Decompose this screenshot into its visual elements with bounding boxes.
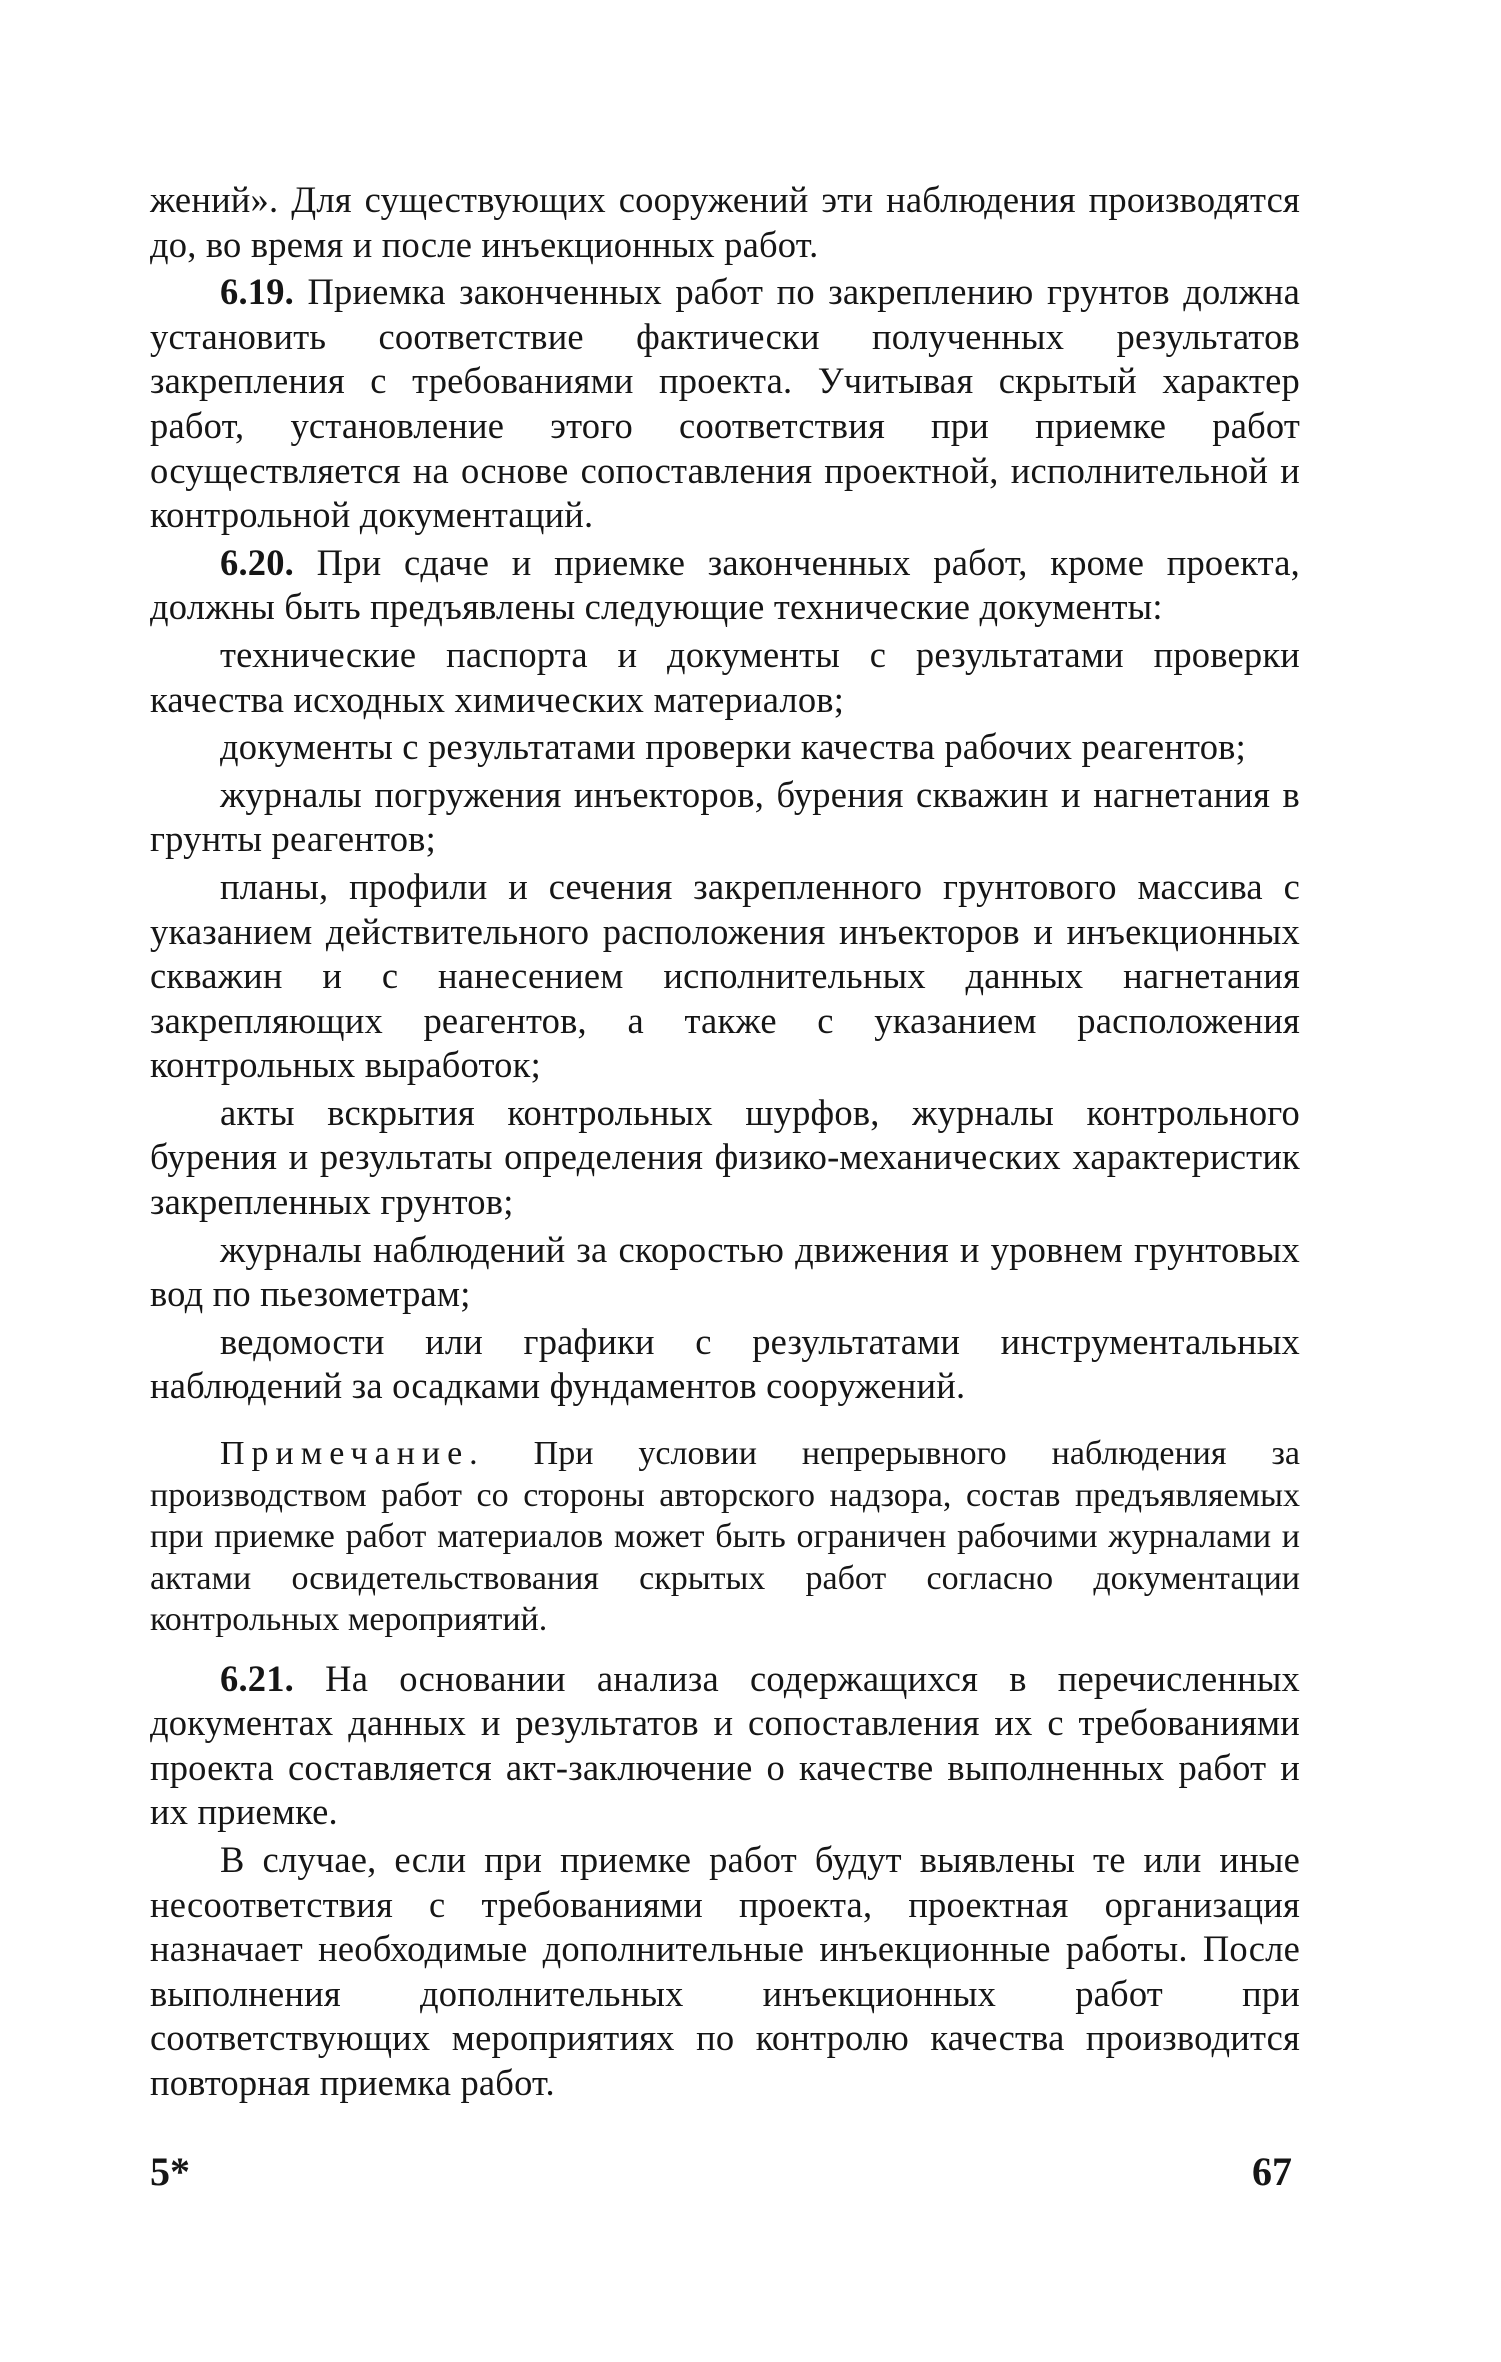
note (150, 1433, 1300, 1641)
list-item-1: технические паспорта и документы с результатами проверки качества исходных химических материалов; (150, 633, 1300, 720)
list-item-2: документы с результатами проверки качества рабочих реагентов; (220, 726, 1246, 768)
list-item-5: акты вскрытия контрольных шурфов, журналы контрольного бурения и результаты определения физико-механических характеристик закрепленных грунтов; (150, 1091, 1300, 1223)
paragraph-6-20 (150, 541, 1300, 630)
page-number: 67 (1252, 2149, 1292, 2194)
page-body (150, 178, 1300, 2108)
list-item-6: журналы наблюдений за скоростью движения и уровнем грунтовых вод по пьезометрам; (150, 1228, 1300, 1315)
paragraph-6-21-text: На основании анализа содержащихся в перечисленных документах данных и результатов и сопоставления их с требованиями проекта составляется акт-заключение о качестве выполненных работ и их приемке. (150, 1657, 1300, 1833)
note-text: При условии непрерывного наблюдения за производством работ со стороны авторского надзора, состав предъявляемых при приемке работ материалов может быть ограничен рабочими журналами и актами освидетельствования скрытых работ согласно документации контрольных мероприятий. (150, 1435, 1300, 1639)
paragraph-6-21 (150, 1657, 1300, 1835)
paragraph-6-19 (150, 270, 1300, 538)
list-item-4: планы, профили и сечения закрепленного грунтового массива с указанием действительного расположения инъекторов и инъекционных скважин и с нанесением исполнительных данных нагнетания закрепляющих реагентов, а также с указанием расположения контрольных выработок; (150, 865, 1300, 1086)
section-number-6-19: 6.19. (220, 271, 294, 313)
note-lead: Примечание. (220, 1435, 485, 1473)
paragraph-6-19-text: Приемка законченных работ по закреплению грунтов должна установить соответствие фактически полученных результатов закрепления с требованиями проекта. Учитывая скрытый характер работ, установление этого соответствия при приемке работ осуществляется на основе сопоставления проектной, исполнительной и контрольной документаций. (150, 271, 1300, 536)
list-item-7: ведомости или графики с результатами инструментальных наблюдений за осадками фундаментов сооружений. (150, 1320, 1300, 1407)
section-number-6-21: 6.21. (220, 1657, 294, 1699)
paragraph-final: В случае, если при приемке работ будут выявлены те или иные несоответствия с требованиями проекта, проектная организация назначает необходимые дополнительные инъекционные работы. После выполнения дополнительных инъекционных работ при соответствующих мероприятиях по контролю качества производится повторная приемка работ. (150, 1838, 1300, 2103)
list-item-3: журналы погружения инъекторов, бурения скважин и нагнетания в грунты реагентов; (150, 773, 1300, 860)
paragraph-intro: жений». Для существующих сооружений эти наблюдения производятся до, во время и после инъекционных работ. (150, 179, 1300, 265)
signature-mark: 5* (150, 2149, 190, 2194)
paragraph-6-20-text: При сдаче и приемке законченных работ, кроме проекта, должны быть предъявлены следующие технические документы: (150, 541, 1300, 628)
section-number-6-20: 6.20. (220, 541, 294, 583)
